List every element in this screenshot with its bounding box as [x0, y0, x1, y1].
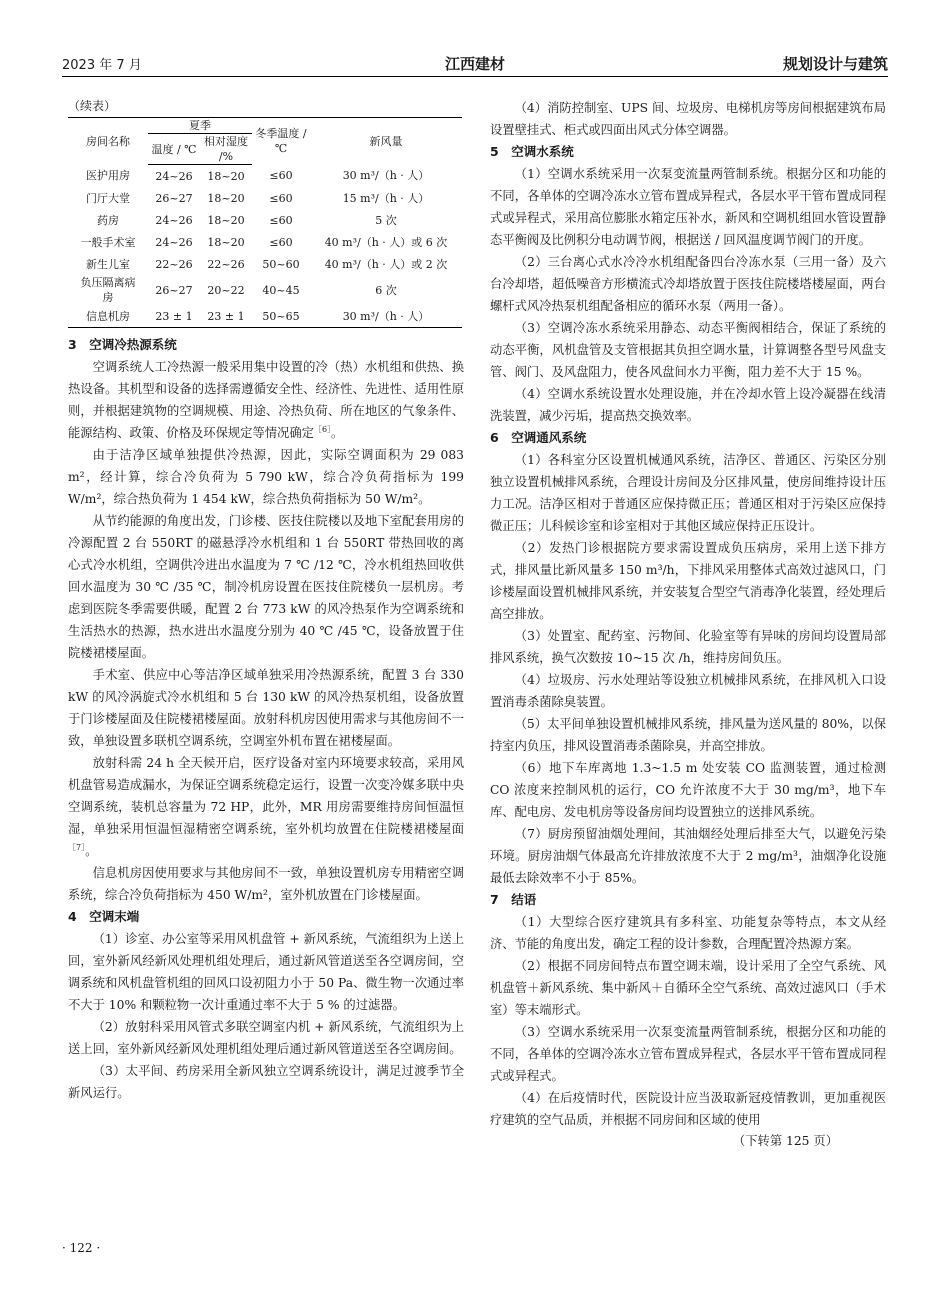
- citation-7: ［7］: [68, 842, 86, 852]
- col-summer-temp: 温度 / ℃: [148, 134, 200, 165]
- paragraph: （1）诊室、办公室等采用风机盘管 + 新风系统，气流组织为上送上回，室外新风经新风处理机组处理后，通过新风管道送至各空调房间，空调系统和风机盘管机组的回风口设初阻力小于 50 Pa、微生物一次通过率不大于 10% 和颗粒物一次计重通过率不大于 5 % 的过滤器。: [68, 932, 464, 1012]
- col-fresh-air: 新风量: [310, 118, 462, 165]
- table-cell: 20~22: [207, 283, 245, 297]
- paragraph: （4）在后疫情时代，医院设计应当汲取新冠疫情教训，更加重视医疗建筑的空气品质，并根据不同房间和区域的使用: [490, 1091, 886, 1127]
- paragraph: 手术室、供应中心等洁净区域单独采用冷热源系统，配置 3 台 330 kW 的风冷涡旋式冷水机组和 5 台 130 kW 的风冷热泵机组，设备放置于门诊楼屋面及住院楼裙楼屋面。放射科机房因使用需求与其他房间不一致，单独设置多联机空调系统，空调室外机布置在裙楼屋面。: [68, 668, 464, 748]
- journal-name: 江西建材: [444, 55, 505, 73]
- paragraph: （2）根据不同房间特点布置空调末端，设计采用了全空气系统、风机盘管＋新风系统、集中新风＋自循环全空气系统、高效过滤风口（手术室）等末端形式。: [490, 959, 886, 1017]
- paragraph: 信息机房因使用要求与其他房间不一致，单独设置机房专用精密空调系统，综合冷负荷指标为 450 W/m²，室外机放置在门诊楼屋面。: [68, 866, 464, 902]
- table-cell: 50~65: [252, 305, 310, 328]
- continued-on-page: （下转第 125 页）: [732, 1134, 838, 1148]
- table-cell: 18~20: [207, 235, 245, 249]
- paragraph: （2）发热门诊根据院方要求需设置成负压病房，采用上送下排方式，排风量比新风量多 150 m³/h，下排风采用整体式高效过滤风口，门诊楼屋面设置机械排风系统，并安装复合型空气消毒净化装置，经处理后高空排放。: [490, 541, 886, 621]
- paragraph: （3）处置室、配药室、污物间、化验室等有异味的房间均设置局部排风系统，换气次数按 10~15 次 /h，维持房间负压。: [490, 629, 886, 665]
- table-cell: 药房: [97, 213, 119, 227]
- table-cell: 26~27: [155, 191, 193, 205]
- paragraph: （4）垃圾房、污水处理站等设独立机械排风系统，在排风机入口设置消毒杀菌除臭装置。: [490, 673, 886, 709]
- paragraph: （5）太平间单独设置机械排风系统，排风量为送风量的 80%，以保持室内负压，排风设置消毒杀菌除臭，并高空排放。: [490, 717, 886, 753]
- paragraph: （3）空调水系统采用一次泵变流量两管制系统，根据分区和功能的不同，各单体的空调冷冻水立管布置成异程式，各层水平干管布置成同程式或异程式。: [490, 1025, 886, 1083]
- table-cell: ≤60: [269, 235, 293, 249]
- issue-date: 2023 年 7 月: [62, 58, 142, 73]
- table-row: [68, 305, 462, 328]
- table-cell: 40~45: [262, 283, 300, 297]
- paragraph: （3）太平间、药房采用全新风独立空调系统设计，满足过渡季节全新风运行。: [68, 1064, 464, 1100]
- col-room-name: 房间名称: [68, 118, 148, 165]
- header-rule: [62, 76, 888, 77]
- table-cell: 40 m³/（h · 人）或 6 次: [324, 235, 448, 249]
- paragraph: （2）三台离心式水冷冷水机组配备四台冷冻水泵（三用一备）及六台冷却塔，超低噪音方形横流式冷却塔放置于医技住院楼塔楼屋面，两台螺杆式风冷热泵机组配备相应的循环水泵（两用一备）。: [490, 255, 886, 313]
- section-7-heading: 7 结语: [490, 892, 537, 907]
- paragraph: 放射科需 24 h 全天候开启，医疗设备对室内环境要求较高，采用风机盘管易造成漏水，为保证空调系统稳定运行，设置一次变冷媒多联中央空调系统，装机总容量为 72 HP，此外，MR 用房需要维持房间恒温恒湿，单独采用恒温恒湿精密空调系统，室外机均放置在住院楼裙楼屋面$^{[7]}$。: [68, 756, 464, 858]
- table-row: [68, 187, 462, 209]
- table-cell: 新生儿室: [86, 257, 130, 271]
- table-cell: 医护用房: [86, 169, 130, 183]
- table-cell: 22~26: [207, 257, 245, 271]
- col-summer: 夏季: [148, 118, 252, 134]
- paragraph: （1）大型综合医疗建筑具有多科室、功能复杂等特点，本文从经济、节能的角度出发，确定工程的设计参数，合理配置冷热源方案。: [490, 915, 886, 951]
- page-number: · 122 ·: [62, 1241, 101, 1255]
- table-cell: 26~27: [155, 283, 193, 297]
- paragraph: 从节约能源的角度出发，门诊楼、医技住院楼以及地下室配套用房的冷源配置 2 台 550RT 的磁悬浮冷水机组和 1 台 550RT 带热回收的离心式冷水机组，空调供冷进出水温度为 7 ℃ /12 ℃，冷水机组热回收供回水温度为 30 ℃ /35 ℃，制冷机房设置在医技住院楼负一层机房。考虑到医院冬季需要供暖，配置 2 台 773 kW 的风冷热泵作为空调系统和生活热水的热源，热水进出水温度分别为 40 ℃ /45 ℃，设备放置于住院楼裙楼屋面。: [68, 514, 464, 660]
- table-cell: ≤60: [269, 191, 293, 205]
- paragraph: 空调系统人工冷热源一般采用集中设置的冷（热）水机组和供热、换热设备。其机型和设备的选择需遵循安全性、经济性、先进性、适用性原则，并根据建筑物的空调规模、用途、冷热负荷、所在地区的气象条件、能源结构、政策、价格及环保规定等情况确定$^{[6]}$。: [68, 360, 464, 440]
- paragraph: （3）空调冷冻水系统采用静态、动态平衡阀相结合，保证了系统的动态平衡，风机盘管及支管根据其负担空调水量，计算调整各型号风盘支管、阀门、及风盘阻力，使各风盘间水力平衡，阻力差不大于 15 %。: [490, 321, 886, 379]
- table-cell: 40 m³/（h · 人）或 2 次: [324, 257, 448, 271]
- table-cell: 30 m³/（h · 人）: [342, 169, 430, 183]
- table-body: [68, 165, 462, 328]
- table-row: [68, 165, 462, 188]
- table-cell: 一般手术室: [80, 235, 136, 249]
- citation-6: ［6］: [313, 424, 332, 434]
- section-name: 规划设计与建筑: [782, 55, 888, 73]
- running-header: [62, 54, 888, 74]
- table-row: [68, 275, 462, 305]
- table-cell: 6 次: [375, 283, 397, 297]
- paragraph: （7）厨房预留油烟处理间，其油烟经处理后排至大气，以避免污染环境。厨房油烟气体最高允许排放浓度不大于 2 mg/m³，油烟净化设施最低去除效率不小于 85%。: [490, 827, 886, 885]
- table-cell: 5 次: [375, 213, 397, 227]
- table-cell: 22~26: [155, 257, 193, 271]
- col-winter-temp: 冬季温度 /℃: [252, 118, 310, 165]
- paragraph: （2）放射科采用风管式多联空调室内机 + 新风系统，气流组织为上送上回，室外新风经新风处理机组处理后通过新风管道送至各空调房间。: [68, 1020, 464, 1056]
- section-4-heading: 4 空调末端: [68, 909, 140, 924]
- paragraph: 由于洁净区域单独提供冷热源，因此，实际空调面积为 29 083 m²，经计算，综合冷负荷为 5 790 kW，综合冷负荷指标为 199 W/m²，综合热负荷为 1 454 kW，综合热负荷指标为 50 W/m²。: [68, 448, 464, 506]
- table-cell: 18~20: [207, 169, 245, 183]
- section-3-heading: 3 空调冷热源系统: [68, 337, 177, 352]
- table-cell: 负压隔离病房: [80, 276, 136, 304]
- section-5-heading: 5 空调水系统: [490, 144, 574, 159]
- table-cell: 24~26: [155, 213, 193, 227]
- left-column: [68, 97, 464, 1104]
- table-row: [68, 253, 462, 275]
- paragraph: （1）各科室分区设置机械通风系统，洁净区、普通区、污染区分别独立设置机械排风系统，合理设计房间及分区排风量，使房间维持设计压力工况。洁净区相对于普通区应保持微正压；普通区相对于污染区应保持微正压；儿科候诊室和诊室相对于其他区域应保持正压设计。: [490, 453, 886, 533]
- section-6-heading: 6 空调通风系统: [490, 430, 587, 445]
- table-cell: ≤60: [269, 213, 293, 227]
- table-cell: 18~20: [207, 191, 245, 205]
- paragraph: （4）空调水系统设置水处理设施，并在冷却水管上设冷凝器在线清洗装置，减少污垢，提高热交换效率。: [490, 387, 886, 423]
- paragraph: （1）空调水系统采用一次泵变流量两管制系统。根据分区和功能的不同，各单体的空调冷冻水立管布置成异程式，各层水平干管布置成同程式或异程式，采用高位膨胀水箱定压补水，新风和空调机组回水管设置静态平衡阀及比例积分电动调节阀，根据送 / 回风温度调节阀门的开度。: [490, 167, 886, 247]
- right-column: [490, 97, 886, 1151]
- paragraph: （6）地下车库离地 1.3~1.5 m 处安装 CO 监测装置，通过检测 CO 浓度来控制风机的运行，CO 允许浓度不大于 30 mg/m³，地下车库、配电房、发电机房等设备房间均设置独立的送排风系统。: [490, 761, 886, 819]
- table-cell: 50~60: [262, 257, 300, 271]
- col-summer-rh: 相对湿度 /%: [200, 134, 252, 165]
- table-cell: 门厅大堂: [86, 191, 130, 205]
- table-cell: 24~26: [155, 235, 193, 249]
- design-parameters-table: [68, 117, 462, 328]
- table-continued-label: （续表）: [68, 99, 117, 113]
- table-cell: ≤60: [269, 169, 293, 183]
- table-cell: 15 m³/（h · 人）: [342, 191, 430, 205]
- table-cell: 信息机房: [68, 305, 148, 328]
- table-cell: 23 ± 1: [200, 305, 252, 328]
- table-cell: 24~26: [155, 169, 193, 183]
- table-cell: 23 ± 1: [148, 305, 200, 328]
- table-row: [68, 231, 462, 253]
- table-cell: 30 m³/（h · 人）: [310, 305, 462, 328]
- table-row: [68, 209, 462, 231]
- table-cell: 18~20: [207, 213, 245, 227]
- paragraph: （4）消防控制室、UPS 间、垃圾房、电梯机房等房间根据建筑布局设置壁挂式、柜式或四面出风式分体空调器。: [490, 101, 886, 137]
